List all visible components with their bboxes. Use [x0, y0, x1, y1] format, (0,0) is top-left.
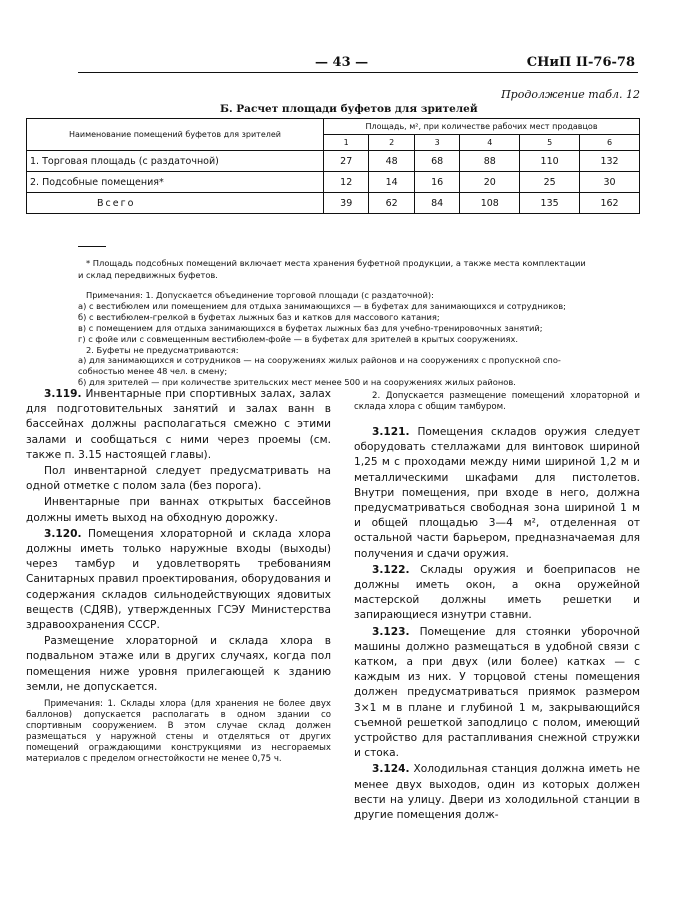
right-column	[354, 387, 640, 823]
paragraph	[354, 762, 640, 823]
table-cell: 30	[580, 172, 640, 193]
document-code: СНиП II-76-78	[526, 55, 635, 70]
table-col-header: Наименование помещений буфетов для зрителей	[27, 119, 324, 151]
note-line: а) с вестибюлем или помещением для отдыха занимающихся — в буфетах для занимающихся и сотрудников;	[78, 300, 566, 311]
clause-number: 3.124.	[372, 763, 410, 776]
clause-number: 3.120.	[44, 527, 82, 540]
table-row	[27, 193, 640, 214]
paragraph-text: Склады оружия и боеприпасов не должны иметь окон, а окна оружейной мастерской должны иметь решетки и запирающиеся изнутри ставни.	[354, 563, 641, 622]
paragraph	[354, 563, 640, 624]
table-cell: 132	[580, 151, 640, 172]
table-group-header: Площадь, м², при количестве рабочих мест продавцов	[324, 119, 640, 135]
table-col-4: 4	[460, 135, 520, 151]
footnote-rule	[78, 246, 106, 247]
paragraph	[26, 387, 331, 463]
table-row-label: Всего	[27, 193, 324, 214]
table-cell: 162	[580, 193, 640, 214]
note-line: г) с фойе или с совмещенным вестибюлем-фойе — в буфетах для зрителей в крытых сооружениях.	[78, 333, 518, 344]
paragraph-text: Помещение для стоянки уборочной машины должно размещаться в удобной связи с катком, а при двух (или более) катках — с каждым из них. У торцовой стены помещения должен предусматриваться приямок размером 3×1 м в плане и глубиной 1 м, закрывающийся съемной решеткой заподлицо с полом, имеющий устройство для растапливания снежной стружки и стока.	[354, 625, 640, 760]
paragraph-text: Помещения складов оружия следует оборудовать стеллажами для винтовок шириной 1,25 м с проходами между ними шириной 1,2 м и металлическими шкафами для пистолетов. Внутри помещения, при входе в него, должна предусматриваться свободная зона шириной 1 м и общей площадью 3—4 м², отделенная от остальной части барьером, предназначаемая для получения и сдачи оружия.	[354, 426, 640, 560]
note-line: в) с помещением для отдыха занимающихся в буфетах лыжных баз для учебно-тренировочных занятий;	[78, 322, 543, 333]
paragraph-text: Инвентарные при ваннах открытых бассейнов должны иметь выход на обходную дорожку.	[26, 496, 331, 524]
table-cell: 135	[520, 193, 580, 214]
note-line: б) для зрителей — при количестве зрительских мест менее 500 и на сооружениях жилых районов.	[78, 377, 516, 388]
table-cell: 108	[460, 193, 520, 214]
paragraph-text: Размещение хлораторной и склада хлора в подвальном этаже или в других случаях, когда пол помещения ниже уровня прилегающей к зданию земли, не допускается.	[26, 635, 331, 693]
note-line: * Площадь подсобных помещений включает места хранения буфетной продукции, а также места комплектации	[86, 258, 586, 268]
table-cell: 20	[460, 172, 520, 193]
table-cell: 88	[460, 151, 520, 172]
paragraph	[26, 495, 331, 525]
table-col-1: 1	[324, 135, 369, 151]
page-number: — 43 —	[315, 55, 369, 70]
section-note: Примечания: 1. Склады хлора (для хранения не более двух баллонов) допускается располагать в одном здании со спортивным сооружением. В этом случае склад должен размещаться у наружной стены и отделяться от других помещений ограждающими конструкциями из несгораемых материалов с пределом огнестойкости не менее 0,75 ч.	[26, 699, 331, 765]
note-line: 2. Буфеты не предусматриваются:	[86, 344, 239, 355]
page-header	[95, 55, 635, 71]
section-title: Б. Расчет площади буфетов для зрителей	[220, 103, 478, 115]
table-row-label: 2. Подсобные помещения*	[27, 172, 324, 193]
paragraph	[26, 634, 331, 695]
table-cell: 110	[520, 151, 580, 172]
table-body	[27, 151, 640, 214]
table-cell: 14	[369, 172, 414, 193]
table-cell: 39	[324, 193, 369, 214]
paragraph	[26, 464, 331, 494]
clause-number: 3.122.	[372, 563, 410, 576]
buffet-area-table	[26, 118, 640, 214]
table-row-label: 1. Торговая площадь (с раздаточной)	[27, 151, 324, 172]
note-line: собностью менее 48 чел. в смену;	[78, 366, 228, 377]
header-rule	[78, 72, 638, 73]
left-column	[26, 387, 331, 765]
note-line: Примечания: 1. Допускается объединение торговой площади (с раздаточной):	[86, 290, 434, 300]
table-cell: 68	[414, 151, 459, 172]
table-cell: 62	[369, 193, 414, 214]
paragraph	[354, 425, 640, 562]
table-cell: 16	[414, 172, 459, 193]
table-cell: 12	[324, 172, 369, 193]
paragraph-text: Инвентарные при спортивных залах, залах для подготовительных занятий и залах ванн в бассейнах должны располагаться смежно с этими залами и сообщаться с ними через проемы (см. также п. 3.15 настоящей главы).	[26, 388, 331, 461]
table-cell: 48	[369, 151, 414, 172]
paragraph	[354, 391, 640, 413]
table-continuation: Продолжение табл. 12	[501, 88, 640, 101]
paragraph-text: Помещения хлораторной и склада хлора должны иметь только наружные входы (выходы) через тамбур и удовлетворять требованиям Санитарных правил проектирования, оборудования и содержания складов сильнодействующих ядовитых веществ (СДЯВ), утвержденных ГСЭУ Министерства здравоохранения СССР.	[26, 527, 331, 632]
note-line: и склад передвижных буфетов.	[78, 270, 218, 280]
table-cell: 84	[414, 193, 459, 214]
table-col-3: 3	[414, 135, 459, 151]
paragraph-text: 2. Допускается размещение помещений хлораторной и склада хлора с общим тамбуром.	[354, 391, 640, 412]
table-col-2: 2	[369, 135, 414, 151]
clause-number: 3.121.	[372, 426, 410, 438]
table-row	[27, 172, 640, 193]
table-col-6: 6	[580, 135, 640, 151]
note-line: б) с вестибюлем-грелкой в буфетах лыжных баз и катков для массового катания;	[78, 311, 440, 322]
paragraph	[354, 625, 640, 762]
note-line: а) для занимающихся и сотрудников — на сооружениях жилых районов и на сооружениях с пропускной спо-	[78, 355, 561, 366]
clause-number: 3.123.	[372, 625, 410, 638]
paragraph-text: Пол инвентарной следует предусматривать на одной отметке с полом зала (без порога).	[26, 465, 331, 493]
paragraph	[26, 527, 331, 633]
paragraph-text: Холодильная станция должна иметь не менее двух выходов, один из которых должен вести на улицу. Двери из холодильной станции в другие помещения долж-	[354, 763, 640, 822]
table-cell: 25	[520, 172, 580, 193]
table-col-5: 5	[520, 135, 580, 151]
table-cell: 27	[324, 151, 369, 172]
clause-number: 3.119.	[44, 388, 82, 400]
table-row	[27, 151, 640, 172]
